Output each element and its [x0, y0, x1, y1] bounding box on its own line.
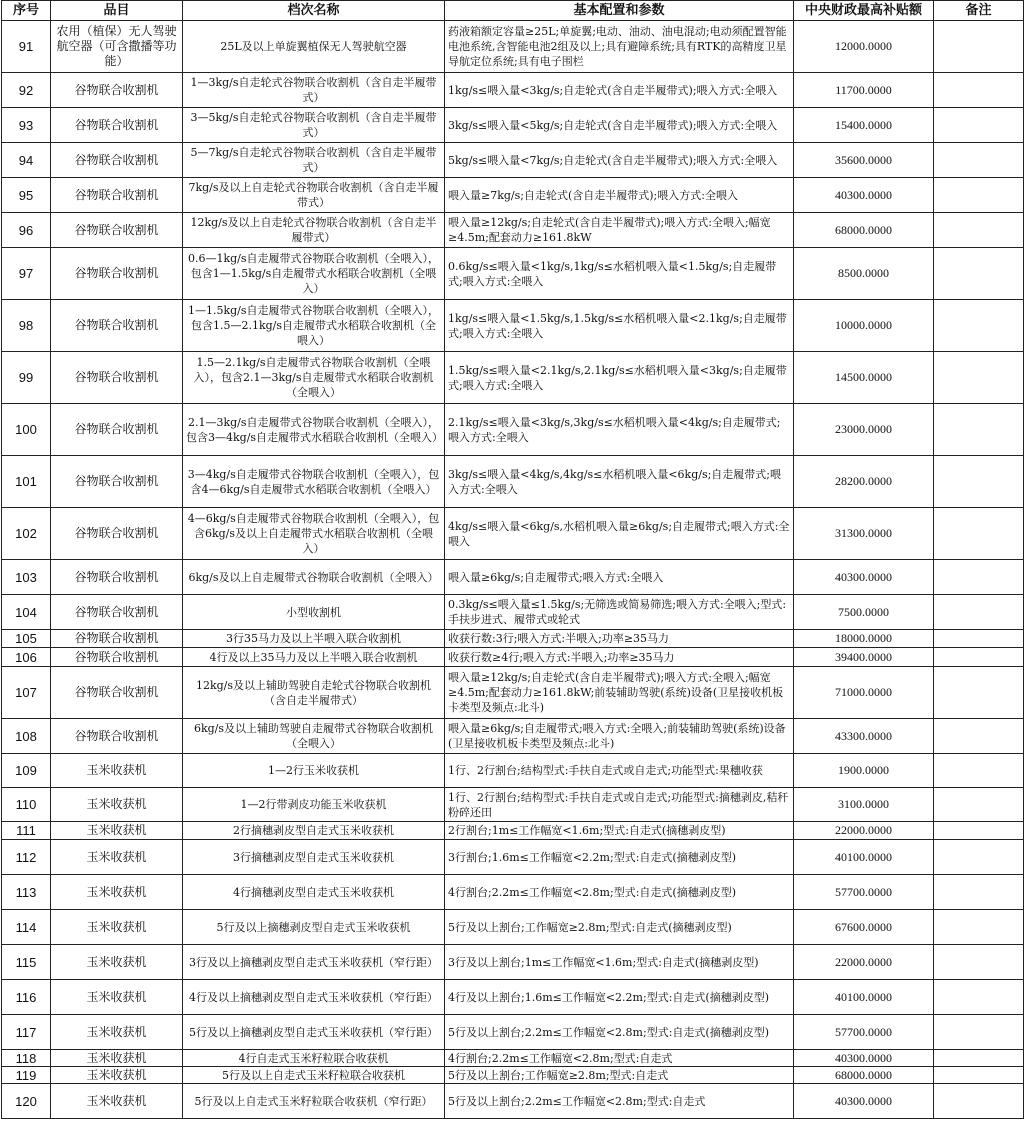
row-note	[934, 667, 1024, 719]
row-note	[934, 560, 1024, 595]
table-row	[2, 875, 1024, 910]
table-row	[2, 508, 1024, 560]
row-note	[934, 630, 1024, 648]
row-item: 谷物联合收割机	[51, 508, 183, 560]
header-grade: 档次名称	[183, 1, 445, 21]
row-grade: 12kg/s及以上自走轮式谷物联合收割机（含自走半履带式）	[183, 213, 445, 248]
row-note	[934, 143, 1024, 178]
table-row	[2, 213, 1024, 248]
row-grade: 5行及以上摘穗剥皮型自走式玉米收获机（窄行距）	[183, 1015, 445, 1050]
row-note	[934, 108, 1024, 143]
row-note	[934, 719, 1024, 754]
row-item: 谷物联合收割机	[51, 456, 183, 508]
row-note	[934, 875, 1024, 910]
row-amount: 40300.0000	[794, 1050, 934, 1067]
row-item: 谷物联合收割机	[51, 560, 183, 595]
row-note	[934, 248, 1024, 300]
row-grade: 1—2行带剥皮功能玉米收获机	[183, 788, 445, 822]
row-item: 谷物联合收割机	[51, 178, 183, 213]
row-amount: 23000.0000	[794, 404, 934, 456]
row-amount: 71000.0000	[794, 667, 934, 719]
row-note	[934, 910, 1024, 945]
table-row	[2, 719, 1024, 754]
row-grade: 4行及以上摘穗剥皮型自走式玉米收获机（窄行距）	[183, 980, 445, 1015]
row-item: 谷物联合收割机	[51, 213, 183, 248]
row-item: 玉米收获机	[51, 788, 183, 822]
row-grade: 5行及以上自走式玉米籽粒联合收获机	[183, 1067, 445, 1084]
row-amount: 31300.0000	[794, 508, 934, 560]
row-amount: 8500.0000	[794, 248, 934, 300]
table-row	[2, 754, 1024, 788]
row-note	[934, 822, 1024, 840]
row-item: 谷物联合收割机	[51, 630, 183, 648]
row-item: 谷物联合收割机	[51, 73, 183, 108]
row-item: 玉米收获机	[51, 1015, 183, 1050]
row-no: 118	[2, 1050, 51, 1067]
row-item: 谷物联合收割机	[51, 595, 183, 630]
row-note	[934, 404, 1024, 456]
row-spec: 1行、2行割台;结构型式:手扶自走式或自走式;功能型式:果穗收获	[445, 754, 794, 788]
row-no: 97	[2, 248, 51, 300]
row-spec: 5行及以上割台;2.2m≤工作幅宽<2.8m;型式:自走式	[445, 1084, 794, 1119]
row-spec: 4kg/s≤喂入量<6kg/s,水稻机喂入量≥6kg/s;自走履带式;喂入方式:全喂入	[445, 508, 794, 560]
row-amount: 68000.0000	[794, 1067, 934, 1084]
row-amount: 12000.0000	[794, 21, 934, 73]
row-amount: 7500.0000	[794, 595, 934, 630]
row-no: 92	[2, 73, 51, 108]
row-amount: 1900.0000	[794, 754, 934, 788]
row-amount: 11700.0000	[794, 73, 934, 108]
row-grade: 3行及以上摘穗剥皮型自走式玉米收获机（窄行距）	[183, 945, 445, 980]
row-amount: 22000.0000	[794, 822, 934, 840]
row-spec: 2行割台;1m≤工作幅宽<1.6m;型式:自走式(摘穗剥皮型)	[445, 822, 794, 840]
table-row	[2, 1015, 1024, 1050]
row-no: 101	[2, 456, 51, 508]
row-grade: 12kg/s及以上辅助驾驶自走轮式谷物联合收割机（含自走半履带式）	[183, 667, 445, 719]
row-note	[934, 1067, 1024, 1084]
row-spec: 4行及以上割台;1.6m≤工作幅宽<2.2m;型式:自走式(摘穗剥皮型)	[445, 980, 794, 1015]
row-amount: 43300.0000	[794, 719, 934, 754]
row-grade: 2.1—3kg/s自走履带式谷物联合收割机（全喂入），包含3—4kg/s自走履带式水稻联合收割机（全喂入）	[183, 404, 445, 456]
row-note	[934, 595, 1024, 630]
row-item: 谷物联合收割机	[51, 719, 183, 754]
row-note	[934, 754, 1024, 788]
row-amount: 22000.0000	[794, 945, 934, 980]
row-note	[934, 980, 1024, 1015]
row-no: 117	[2, 1015, 51, 1050]
row-note	[934, 178, 1024, 213]
row-spec: 3行割台;1.6m≤工作幅宽<2.2m;型式:自走式(摘穗剥皮型)	[445, 840, 794, 875]
row-spec: 1.5kg/s≤喂入量<2.1kg/s,2.1kg/s≤水稻机喂入量<3kg/s;自走履带式;喂入方式:全喂入	[445, 352, 794, 404]
row-amount: 40300.0000	[794, 1084, 934, 1119]
row-no: 111	[2, 822, 51, 840]
row-spec: 5行及以上割台;2.2m≤工作幅宽<2.8m;型式:自走式(摘穗剥皮型)	[445, 1015, 794, 1050]
row-item: 谷物联合收割机	[51, 143, 183, 178]
row-spec: 收获行数≥4行;喂入方式:半喂入;功率≥35马力	[445, 648, 794, 667]
row-no: 100	[2, 404, 51, 456]
row-no: 106	[2, 648, 51, 667]
row-grade: 2行摘穗剥皮型自走式玉米收获机	[183, 822, 445, 840]
row-item: 玉米收获机	[51, 754, 183, 788]
table-row	[2, 560, 1024, 595]
row-item: 谷物联合收割机	[51, 648, 183, 667]
table-row	[2, 667, 1024, 719]
row-spec: 2.1kg/s≤喂入量<3kg/s,3kg/s≤水稻机喂入量<4kg/s;自走履带式;喂入方式:全喂入	[445, 404, 794, 456]
row-no: 113	[2, 875, 51, 910]
table-header-row	[2, 1, 1024, 21]
header-note: 备注	[934, 1, 1024, 21]
row-grade: 25L及以上单旋翼植保无人驾驶航空器	[183, 21, 445, 73]
table-row	[2, 910, 1024, 945]
row-item: 玉米收获机	[51, 910, 183, 945]
row-spec: 3kg/s≤喂入量<5kg/s;自走轮式(含自走半履带式);喂入方式:全喂入	[445, 108, 794, 143]
row-no: 103	[2, 560, 51, 595]
row-item: 谷物联合收割机	[51, 404, 183, 456]
row-grade: 5—7kg/s自走轮式谷物联合收割机（含自走半履带式）	[183, 143, 445, 178]
header-no: 序号	[2, 1, 51, 21]
row-spec: 4行割台;2.2m≤工作幅宽<2.8m;型式:自走式(摘穗剥皮型)	[445, 875, 794, 910]
row-grade: 1—2行玉米收获机	[183, 754, 445, 788]
header-item: 品目	[51, 1, 183, 21]
row-note	[934, 1084, 1024, 1119]
row-amount: 10000.0000	[794, 300, 934, 352]
row-item: 玉米收获机	[51, 1084, 183, 1119]
row-item: 玉米收获机	[51, 822, 183, 840]
row-amount: 57700.0000	[794, 875, 934, 910]
subsidy-table	[1, 0, 1024, 1119]
row-grade: 4—6kg/s自走履带式谷物联合收割机（全喂入），包含6kg/s及以上自走履带式水稻联合收割机（全喂入）	[183, 508, 445, 560]
row-grade: 1.5—2.1kg/s自走履带式谷物联合收割机（全喂入），包含2.1—3kg/s自走履带式水稻联合收割机（全喂入）	[183, 352, 445, 404]
row-grade: 4行摘穗剥皮型自走式玉米收获机	[183, 875, 445, 910]
row-note	[934, 1050, 1024, 1067]
row-spec: 收获行数:3行;喂入方式:半喂入;功率≥35马力	[445, 630, 794, 648]
row-grade: 5行及以上摘穗剥皮型自走式玉米收获机	[183, 910, 445, 945]
row-note	[934, 648, 1024, 667]
row-amount: 39400.0000	[794, 648, 934, 667]
table-row	[2, 456, 1024, 508]
table-row	[2, 630, 1024, 648]
row-no: 105	[2, 630, 51, 648]
row-grade: 1—1.5kg/s自走履带式谷物联合收割机（全喂入），包含1.5—2.1kg/s自走履带式水稻联合收割机（全喂入）	[183, 300, 445, 352]
row-grade: 3—4kg/s自走履带式谷物联合收割机（全喂入），包含4—6kg/s自走履带式水稻联合收割机（全喂入）	[183, 456, 445, 508]
row-grade: 5行及以上自走式玉米籽粒联合收获机（窄行距）	[183, 1084, 445, 1119]
row-grade: 4行及以上35马力及以上半喂入联合收割机	[183, 648, 445, 667]
table-row	[2, 1067, 1024, 1084]
row-spec: 5行及以上割台;工作幅宽≥2.8m;型式:自走式(摘穗剥皮型)	[445, 910, 794, 945]
table-row	[2, 108, 1024, 143]
table-row	[2, 788, 1024, 822]
row-grade: 3行摘穗剥皮型自走式玉米收获机	[183, 840, 445, 875]
table-body	[2, 21, 1024, 1119]
row-spec: 5kg/s≤喂入量<7kg/s;自走轮式(含自走半履带式);喂入方式:全喂入	[445, 143, 794, 178]
row-note	[934, 300, 1024, 352]
row-note	[934, 213, 1024, 248]
row-item: 谷物联合收割机	[51, 300, 183, 352]
row-spec: 喂入量≥7kg/s;自走轮式(含自走半履带式);喂入方式:全喂入	[445, 178, 794, 213]
row-note	[934, 73, 1024, 108]
row-amount: 35600.0000	[794, 143, 934, 178]
row-amount: 57700.0000	[794, 1015, 934, 1050]
row-no: 95	[2, 178, 51, 213]
row-amount: 40300.0000	[794, 178, 934, 213]
row-no: 104	[2, 595, 51, 630]
row-item: 谷物联合收割机	[51, 108, 183, 143]
row-note	[934, 1015, 1024, 1050]
table-row	[2, 1050, 1024, 1067]
row-amount: 18000.0000	[794, 630, 934, 648]
row-note	[934, 788, 1024, 822]
row-item: 玉米收获机	[51, 875, 183, 910]
row-grade: 3—5kg/s自走轮式谷物联合收割机（含自走半履带式）	[183, 108, 445, 143]
row-no: 108	[2, 719, 51, 754]
row-spec: 0.6kg/s≤喂入量<1kg/s,1kg/s≤水稻机喂入量<1.5kg/s;自走履带式;喂入方式:全喂入	[445, 248, 794, 300]
row-spec: 0.3kg/s≤喂入量≤1.5kg/s;无筛选或简易筛选;喂入方式:全喂入;型式:手扶步进式、履带式或轮式	[445, 595, 794, 630]
table-row	[2, 73, 1024, 108]
row-amount: 40100.0000	[794, 840, 934, 875]
row-note	[934, 945, 1024, 980]
row-grade: 0.6—1kg/s自走履带式谷物联合收割机（全喂入），包含1—1.5kg/s自走履带式水稻联合收割机（全喂入）	[183, 248, 445, 300]
row-no: 120	[2, 1084, 51, 1119]
row-no: 107	[2, 667, 51, 719]
row-spec: 喂入量≥6kg/s;自走履带式;喂入方式:全喂入	[445, 560, 794, 595]
table-row	[2, 595, 1024, 630]
row-item: 玉米收获机	[51, 1067, 183, 1084]
row-no: 116	[2, 980, 51, 1015]
row-no: 112	[2, 840, 51, 875]
row-no: 109	[2, 754, 51, 788]
row-no: 115	[2, 945, 51, 980]
row-item: 农用（植保）无人驾驶航空器（可含撒播等功能）	[51, 21, 183, 73]
table-row	[2, 1084, 1024, 1119]
row-no: 102	[2, 508, 51, 560]
row-item: 玉米收获机	[51, 840, 183, 875]
row-no: 110	[2, 788, 51, 822]
row-no: 98	[2, 300, 51, 352]
row-grade: 4行自走式玉米籽粒联合收获机	[183, 1050, 445, 1067]
row-grade: 3行35马力及以上半喂入联合收割机	[183, 630, 445, 648]
table-row	[2, 980, 1024, 1015]
row-spec: 喂入量≥6kg/s;自走履带式;喂入方式:全喂入;前装辅助驾驶(系统)设备(卫星接收机板卡类型及频点:北斗)	[445, 719, 794, 754]
header-spec: 基本配置和参数	[445, 1, 794, 21]
row-note	[934, 21, 1024, 73]
row-amount: 14500.0000	[794, 352, 934, 404]
table-row	[2, 404, 1024, 456]
row-amount: 3100.0000	[794, 788, 934, 822]
table-row	[2, 822, 1024, 840]
row-amount: 15400.0000	[794, 108, 934, 143]
row-item: 谷物联合收割机	[51, 667, 183, 719]
row-item: 玉米收获机	[51, 980, 183, 1015]
row-item: 谷物联合收割机	[51, 248, 183, 300]
row-spec: 4行割台;2.2m≤工作幅宽<2.8m;型式:自走式	[445, 1050, 794, 1067]
row-spec: 1kg/s≤喂入量<1.5kg/s,1.5kg/s≤水稻机喂入量<2.1kg/s;自走履带式;喂入方式:全喂入	[445, 300, 794, 352]
row-note	[934, 456, 1024, 508]
row-item: 玉米收获机	[51, 945, 183, 980]
row-no: 119	[2, 1067, 51, 1084]
row-no: 93	[2, 108, 51, 143]
row-grade: 6kg/s及以上自走履带式谷物联合收割机（全喂入）	[183, 560, 445, 595]
row-spec: 药液箱额定容量≥25L;单旋翼;电动、油动、油电混动;电动须配置智能电池系统,含智能电池2组及以上;具有避障系统;具有RTK的高精度卫星导航定位系统;具有电子围栏	[445, 21, 794, 73]
row-amount: 68000.0000	[794, 213, 934, 248]
row-no: 94	[2, 143, 51, 178]
table-row	[2, 300, 1024, 352]
row-grade: 7kg/s及以上自走轮式谷物联合收割机（含自走半履带式）	[183, 178, 445, 213]
row-note	[934, 508, 1024, 560]
row-spec: 1kg/s≤喂入量<3kg/s;自走轮式(含自走半履带式);喂入方式:全喂入	[445, 73, 794, 108]
row-amount: 40300.0000	[794, 560, 934, 595]
table-row	[2, 352, 1024, 404]
row-no: 91	[2, 21, 51, 73]
row-grade: 6kg/s及以上辅助驾驶自走履带式谷物联合收割机（全喂入）	[183, 719, 445, 754]
table-row	[2, 945, 1024, 980]
row-spec: 1行、2行割台;结构型式:手扶自走式或自走式;功能型式:摘穗剥皮,秸秆粉碎还田	[445, 788, 794, 822]
table-row	[2, 143, 1024, 178]
row-item: 玉米收获机	[51, 1050, 183, 1067]
row-no: 96	[2, 213, 51, 248]
row-item: 谷物联合收割机	[51, 352, 183, 404]
table-row	[2, 248, 1024, 300]
table-row	[2, 840, 1024, 875]
row-spec: 3kg/s≤喂入量<4kg/s,4kg/s≤水稻机喂入量<6kg/s;自走履带式;喂入方式:全喂入	[445, 456, 794, 508]
row-spec: 3行及以上割台;1m≤工作幅宽<1.6m;型式:自走式(摘穗剥皮型)	[445, 945, 794, 980]
table-row	[2, 648, 1024, 667]
row-spec: 5行及以上割台;工作幅宽≥2.8m;型式:自走式	[445, 1067, 794, 1084]
row-note	[934, 352, 1024, 404]
table-row	[2, 21, 1024, 73]
row-amount: 67600.0000	[794, 910, 934, 945]
row-no: 114	[2, 910, 51, 945]
table-row	[2, 178, 1024, 213]
row-amount: 28200.0000	[794, 456, 934, 508]
row-note	[934, 840, 1024, 875]
row-grade: 1—3kg/s自走轮式谷物联合收割机（含自走半履带式）	[183, 73, 445, 108]
header-amount: 中央财政最高补贴额	[794, 1, 934, 21]
row-spec: 喂入量≥12kg/s;自走轮式(含自走半履带式);喂入方式:全喂入;幅宽≥4.5m;配套动力≥161.8kW	[445, 213, 794, 248]
row-no: 99	[2, 352, 51, 404]
row-grade: 小型收割机	[183, 595, 445, 630]
row-amount: 40100.0000	[794, 980, 934, 1015]
row-spec: 喂入量≥12kg/s;自走轮式(含自走半履带式);喂入方式:全喂入;幅宽≥4.5m;配套动力≥161.8kW;前装辅助驾驶(系统)设备(卫星接收机板卡类型及频点:北斗)	[445, 667, 794, 719]
